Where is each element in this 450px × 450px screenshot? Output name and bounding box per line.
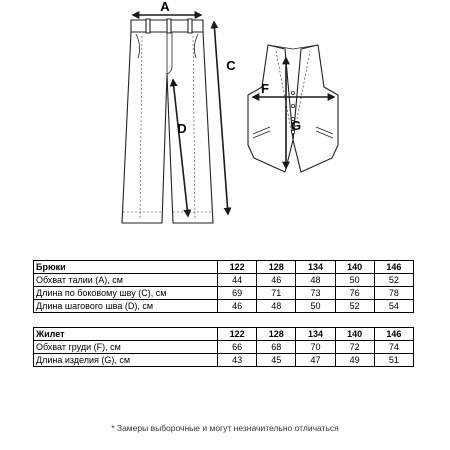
size-header: 122 <box>218 328 257 341</box>
cell-value: 68 <box>257 341 296 354</box>
row-label: Длина по боковому шву (С), см <box>34 287 218 300</box>
size-header: 122 <box>218 261 257 274</box>
cell-value: 48 <box>257 300 296 313</box>
label-g: G <box>290 118 302 133</box>
trousers-drawing <box>122 19 213 223</box>
pants-size-table <box>33 260 414 313</box>
row-label: Обхват талии (А), см <box>34 274 218 287</box>
table-row <box>34 341 414 354</box>
arrow-d <box>173 80 188 216</box>
label-f: F <box>261 81 269 96</box>
cell-value: 50 <box>335 274 374 287</box>
cell-value: 52 <box>374 274 413 287</box>
cell-value: 51 <box>374 354 413 367</box>
cell-value: 72 <box>335 341 374 354</box>
label-c: C <box>226 58 236 73</box>
pants-header-row <box>34 261 414 274</box>
size-header: 128 <box>257 328 296 341</box>
table-row <box>34 300 414 313</box>
cell-value: 52 <box>335 300 374 313</box>
cell-value: 50 <box>296 300 335 313</box>
cell-value: 71 <box>257 287 296 300</box>
vest-size-table <box>33 327 414 367</box>
trousers-arrows <box>133 15 228 216</box>
size-header: 140 <box>335 261 374 274</box>
vest-table-title: Жилет <box>34 328 218 341</box>
cell-value: 69 <box>218 287 257 300</box>
vest-header-row <box>34 328 414 341</box>
vest-drawing <box>248 45 338 172</box>
size-header: 128 <box>257 261 296 274</box>
row-label: Длина изделия (G), см <box>34 354 218 367</box>
cell-value: 73 <box>296 287 335 300</box>
cell-value: 54 <box>374 300 413 313</box>
row-label: Длина шагового шва (D), см <box>34 300 218 313</box>
cell-value: 78 <box>374 287 413 300</box>
cell-value: 49 <box>335 354 374 367</box>
size-header: 134 <box>296 261 335 274</box>
size-header: 140 <box>335 328 374 341</box>
size-header: 146 <box>374 328 413 341</box>
cell-value: 45 <box>257 354 296 367</box>
cell-value: 66 <box>218 341 257 354</box>
cell-value: 74 <box>374 341 413 354</box>
table-row <box>34 274 414 287</box>
label-d: D <box>177 121 187 136</box>
cell-value: 44 <box>218 274 257 287</box>
size-header: 146 <box>374 261 413 274</box>
footnote: * Замеры выборочные и могут незначительно отличаться <box>111 423 339 433</box>
cell-value: 47 <box>296 354 335 367</box>
label-a: A <box>160 0 170 14</box>
table-row <box>34 354 414 367</box>
cell-value: 46 <box>257 274 296 287</box>
arrow-c <box>214 22 228 214</box>
cell-value: 43 <box>218 354 257 367</box>
cell-value: 46 <box>218 300 257 313</box>
pants-table-title: Брюки <box>34 261 218 274</box>
cell-value: 48 <box>296 274 335 287</box>
cell-value: 76 <box>335 287 374 300</box>
row-label: Обхват груди (F), см <box>34 341 218 354</box>
size-header: 134 <box>296 328 335 341</box>
cell-value: 70 <box>296 341 335 354</box>
table-row <box>34 287 414 300</box>
